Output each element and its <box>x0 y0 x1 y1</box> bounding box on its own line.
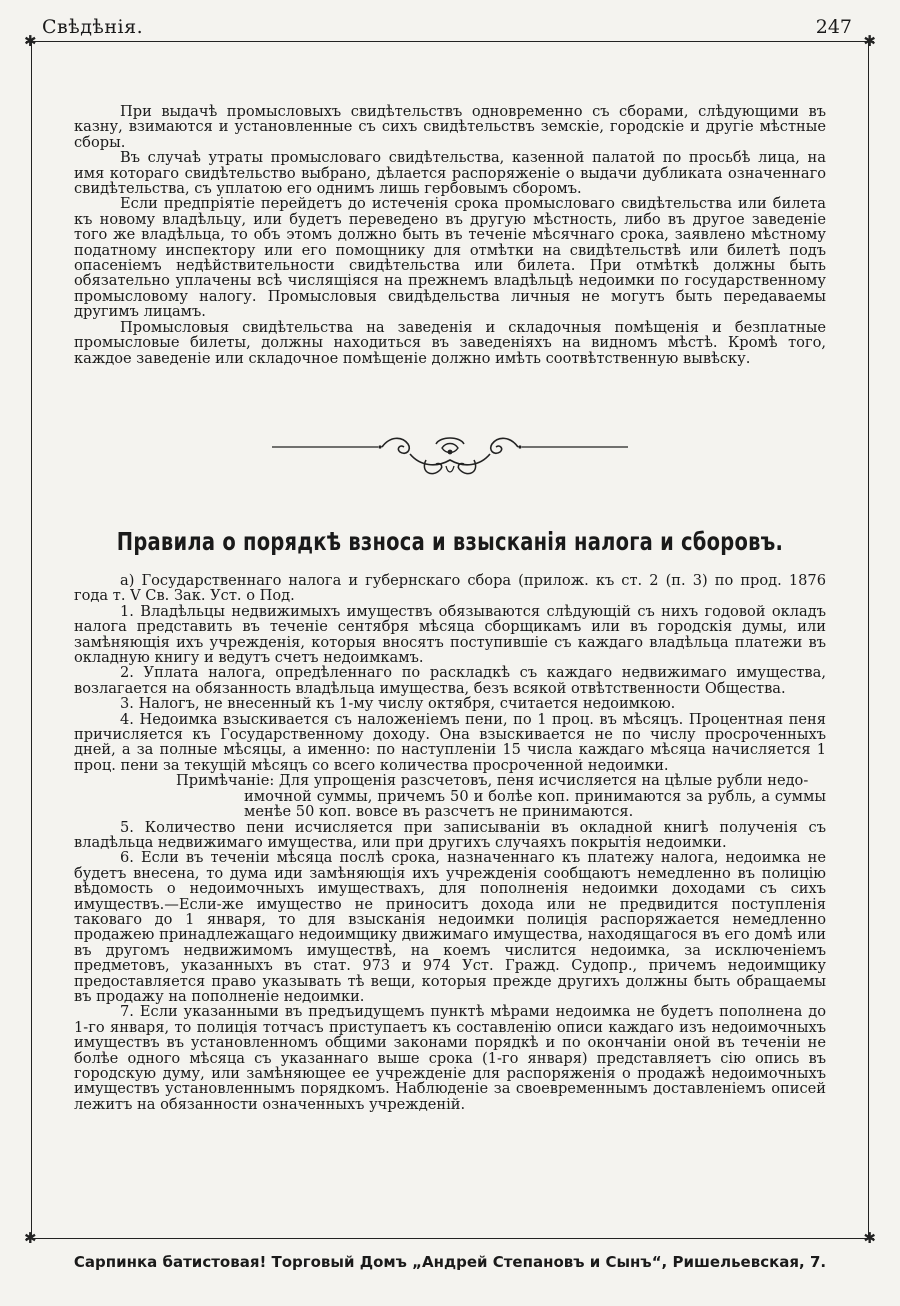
paragraph: 5. Количество пени исчисляется при записываніи въ окладной книгѣ полученія съ владѣльца недвижимаго имущества, или при другихъ случаяхъ покрытія недоимки. <box>74 818 826 851</box>
paragraph: 6. Если въ теченіи мѣсяца послѣ срока, назначеннаго къ платежу налога, недоимка не будетъ внесена, то дума иди замѣняющія ихъ учрежденія сообщаютъ немедленно въ полицію вѣдомость о недоимочныхъ имуществахъ, для пополненія недоимки доходами съ сихъ имуществъ.—Если-же имущество не приноситъ дохода или не предвидится поступленія таковаго до 1 января, то для взысканія недоимки полиція распоряжается немедленно продажею принадлежащаго недоимщику движимаго имущества, находящагося въ его домѣ или въ другомъ недвижимомъ имуществѣ, на коемъ числится недоимка, за исключеніемъ предметовъ, указанныхъ въ стат. 973 и 974 Уст. Гражд. Судопр., причемъ недоимщику предоставляется право указывать тѣ вещи, которыя прежде другихъ должны быть обращаемы въ продажу на пополненіе недоимки. <box>74 849 826 1005</box>
section-certificates <box>74 104 826 366</box>
note-continuation: имочной суммы, причемъ 50 и болѣе коп. принимаются за рубль, а суммы менѣе 50 коп. вовсе въ разсчетъ не принимаются. <box>244 787 826 821</box>
paragraph: Промысловыя свидѣтельства на заведенія и складочныя помѣщенія и безплатные промысловые билеты, должны находиться въ заведеніяхъ на видномъ мѣстѣ. Кромѣ того, каждое заведеніе или складочное помѣщеніе должно имѣть соотвѣтственную вывѣску. <box>74 318 826 367</box>
section-title: Правила о порядкѣ взноса и взысканія налога и сборовъ. <box>116 527 784 556</box>
corner-star-icon: ✱ <box>863 32 876 50</box>
paragraph: 1. Владѣльцы недвижимыхъ имуществъ обязываются слѣдующій съ нихъ годовой окладъ налога представить въ теченіе сентября мѣсяца сборщикамъ или въ городскія думы, или замѣняющія ихъ учрежденія, которыя вносятъ поступившіе съ каждаго владѣльца платежи въ окладную книгу и ведутъ счетъ недоимкамъ. <box>74 602 826 667</box>
frame-top-rule <box>26 41 874 42</box>
frame-right-rule <box>868 41 869 1238</box>
corner-star-icon: ✱ <box>863 1229 876 1247</box>
footer-advertisement: Сарпинка батистовая! Торговый Домъ „Андрей Степановъ и Сынъ“, Ришельевская, 7. <box>73 1253 827 1271</box>
paragraph: Если предпріятіе перейдетъ до истеченія срока промысловаго свидѣтельства или билета къ новому владѣльцу, или будетъ переведено въ другую мѣстность, либо въ другое заведеніе того же владѣльца, то объ этомъ должно быть въ теченіе мѣсячнаго срока, заявлено мѣстному податному инспектору или его помощнику для отмѣтки на свидѣтельствѣ или билетѣ подъ опасеніемъ недѣйствительности свидѣтельства или билета. При отмѣткѣ должны быть обязательно уплачены всѣ числящіяся на прежнемъ владѣльцѣ недоимки по государственному промысловому налогу. Промысловыя свидѣдельства личныя не могутъ быть передаваемы другимъ лицамъ. <box>74 195 826 321</box>
note-label: Примѣчаніе: <box>176 772 275 790</box>
corner-star-icon: ✱ <box>24 1229 37 1247</box>
paragraph: Въ случаѣ утраты промысловаго свидѣтельства, казенной палатой по просьбѣ лица, на имя котораго свидѣтельство выбрано, дѣлается распоряженіе о выдачи дубликата означеннаго свидѣтельства, съ уплатою его однимъ лишь гербовымъ сборомъ. <box>74 149 826 198</box>
page-number: 247 <box>815 16 852 38</box>
paragraph: 4. Недоимка взыскивается съ наложеніемъ пени, по 1 проц. въ мѣсяцъ. Процентная пеня причисляется къ Государственному доходу. Она взыскивается не по числу просроченныхъ дней, а за полные мѣсяцы, а именно: по наступленіи 15 числа каждаго мѣсяца начисляется 1 проц. пени за текущій мѣсяцъ со всего количества просроченной недоимки. <box>74 710 826 774</box>
scroll-ornament-icon <box>270 430 630 480</box>
paragraph: При выдачѣ промысловыхъ свидѣтельствъ одновременно съ сборами, слѣдующими въ казну, взимаются и установленные съ сихъ свидѣтельствъ земскіе, городскіе и другіе мѣстные сборы. <box>74 103 826 151</box>
frame-bottom-rule <box>26 1238 874 1239</box>
note <box>74 773 826 788</box>
corner-star-icon: ✱ <box>24 32 37 50</box>
paragraph: 7. Если указанными въ предъидущемъ пунктѣ мѣрами недоимка не будетъ пополнена до 1-го января, то полиція тотчасъ приступаетъ къ составленію описи каждаго изъ недоимочныхъ имуществъ въ установленномъ общими законами порядкѣ и по окончаніи оной въ теченіи не болѣе одного мѣсяца съ указаннаго выше срока (1-го января) представляетъ сію опись въ городскую думу, или замѣняющее ее учрежденіе для распоряженія о продажѣ недоимочныхъ имуществъ установленнымъ порядкомъ. Наблюденіе за своевременнымъ доставленіемъ описей лежитъ на обязанности означенныхъ учрежденій. <box>74 1003 826 1113</box>
frame-left-rule <box>31 41 32 1238</box>
paragraph: 2. Уплата налога, опредѣленнаго по раскладкѣ съ каждаго недвижимаго имущества, возлагается на обязанность владѣльца имущества, безъ всякой отвѣтственности Общества. <box>74 664 826 697</box>
paragraph: а) Государственнаго налога и губернскаго сбора (прилож. къ ст. 2 (п. 3) по прод. 1876 года т. V Св. Зак. Уст. о Под. <box>74 572 826 605</box>
section-tax-rules <box>74 573 826 1112</box>
note-text: Для упрощенія разсчетовъ, пеня исчисляется на цѣлые рубли недо- <box>278 772 809 790</box>
paragraph: 3. Налогъ, не внесенный къ 1-му числу октября, считается недоимкою. <box>120 695 676 713</box>
running-header: Свѣдѣнія. <box>42 16 144 38</box>
